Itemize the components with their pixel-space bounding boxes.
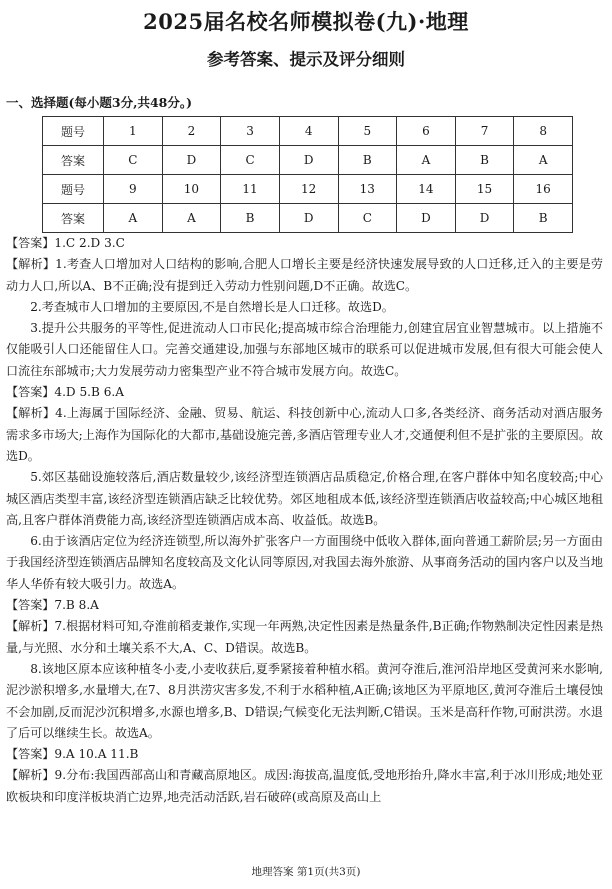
- analysis-paragraph: [6, 765, 603, 808]
- table-cell: D: [162, 146, 221, 175]
- table-cell: A: [162, 204, 221, 233]
- table-cell: 12: [279, 175, 338, 204]
- answer-line: 【答案】7.B 8.A: [6, 598, 99, 613]
- analysis-label: 【解析】: [6, 768, 55, 783]
- table-row: [43, 204, 573, 233]
- analysis-paragraph: [6, 254, 603, 297]
- table-row: [43, 117, 573, 146]
- answer-line: 【答案】4.D 5.B 6.A: [6, 385, 124, 400]
- table-cell: D: [455, 204, 514, 233]
- table-cell: B: [221, 204, 280, 233]
- answer-table: [42, 116, 573, 233]
- page-subtitle: 参考答案、提示及评分细则: [207, 50, 405, 69]
- table-cell: D: [279, 146, 338, 175]
- answer-line: 【答案】9.A 10.A 11.B: [6, 747, 139, 762]
- analysis-paragraph: 3.提升公共服务的平等性,促进流动人口市民化;提高城市综合治理能力,创建宜居宜业智慧城市。以上措施不仅能吸引人口还能留住人口。完善交通建设,加强与东部地区城市的联系可以促进城市发展,但有很大可能会使人口流往东部城市;大力发展劳动力密集型产业不符合城市发展方向。故选C。: [6, 321, 603, 378]
- analysis-label: 【解析】: [6, 619, 55, 634]
- table-cell: 5: [338, 117, 397, 146]
- table-row: [43, 146, 573, 175]
- table-cell: 6: [397, 117, 456, 146]
- row-label: 答案: [43, 146, 104, 175]
- table-cell: 14: [397, 175, 456, 204]
- table-cell: D: [279, 204, 338, 233]
- analysis-text: 1.考查人口增加对人口结构的影响,合肥人口增长主要是经济快速发展导致的人口迁移,迁入的主要是劳动力人口,所以A、B不正确;没有提到迁入劳动力性别问题,D不正确。故选C。: [6, 257, 603, 293]
- table-cell: 2: [162, 117, 221, 146]
- table-cell: 15: [455, 175, 514, 204]
- answer-line: 【答案】1.C 2.D 3.C: [6, 236, 125, 250]
- analysis-paragraph: 2.考查城市人口增加的主要原因,不是自然增长是人口迁移。故选D。: [30, 299, 394, 314]
- analysis-text: 7.根据材料可知,夺淮前稻麦兼作,实现一年两熟,决定性因素是热量条件,B正确;作物熟制决定性因素是热量,与光照、水分和土壤关系不大,A、C、D错误。故选B。: [6, 619, 603, 655]
- table-cell: 1: [104, 117, 163, 146]
- row-label: 答案: [43, 204, 104, 233]
- table-cell: 16: [514, 175, 573, 204]
- section-heading: 一、选择题(每小题3分,共48分。): [6, 95, 193, 110]
- table-cell: A: [514, 146, 573, 175]
- table-cell: 4: [279, 117, 338, 146]
- analysis-paragraph: 8.该地区原本应该种植冬小麦,小麦收获后,夏季紧接着种植水稻。黄河夺淮后,淮河沿岸地区受黄河来水影响,泥沙淤积增多,水量增大,在7、8月洪涝灾害多发,不利于水稻种植,A正确;该地区为平原地区,黄河夺淮后土壤侵蚀不会加剧,反而泥沙沉积增多,水源也增多,B、D错误;气候变化无法判断,C错误。玉米是高秆作物,可耐洪涝。水退了后可以继续生长。故选A。: [6, 661, 603, 740]
- table-cell: 3: [221, 117, 280, 146]
- table-cell: B: [514, 204, 573, 233]
- analysis-text: 4.上海属于国际经济、金融、贸易、航运、科技创新中心,流动人口多,各类经济、商务活动对酒店服务需求多市场大;上海作为国际化的大都市,基础设施完善,多酒店管理专业人才,交通便利但不是扩张的主要原因。故选D。: [6, 406, 603, 463]
- table-cell: 7: [455, 117, 514, 146]
- table-cell: C: [338, 204, 397, 233]
- table-row: [43, 175, 573, 204]
- page-title: 2025届名校名师模拟卷(九)·地理: [143, 9, 469, 34]
- analysis-paragraph: 6.由于该酒店定位为经济连锁型,所以海外扩张客户一方面围绕中低收入群体,面向普通工薪阶层;另一方面由于我国经济型连锁酒店品牌知名度较高及文化认同等原因,对我国去海外旅游、从事商务活动的国内客户以及当地华人华侨有较大吸引力。故选A。: [6, 534, 603, 591]
- answer-explanations: [6, 233, 603, 808]
- table-cell: B: [455, 146, 514, 175]
- table-cell: 10: [162, 175, 221, 204]
- table-cell: 9: [104, 175, 163, 204]
- table-cell: 11: [221, 175, 280, 204]
- table-cell: C: [104, 146, 163, 175]
- table-cell: C: [221, 146, 280, 175]
- table-cell: A: [397, 146, 456, 175]
- analysis-paragraph: 5.郊区基础设施较落后,酒店数量较少,该经济型连锁酒店品质稳定,价格合理,在客户群体中知名度较高;中心城区酒店类型丰富,该经济型连锁酒店缺乏比较优势。郊区地租成本低,该经济型连锁酒店收益较高;中心城区地租高,且客户群体消费能力高,该经济型连锁酒店成本高、收益低。故选B。: [6, 470, 603, 527]
- row-label: 题号: [43, 175, 104, 204]
- page-footer: 地理答案 第1页(共3页): [251, 866, 361, 878]
- table-cell: B: [338, 146, 397, 175]
- table-cell: D: [397, 204, 456, 233]
- table-cell: A: [104, 204, 163, 233]
- row-label: 题号: [43, 117, 104, 146]
- analysis-label: 【解析】: [6, 257, 56, 272]
- table-cell: 8: [514, 117, 573, 146]
- analysis-text: 9.分布:我国西部高山和青藏高原地区。成因:海拔高,温度低,受地形抬升,降水丰富,利于冰川形成;地处亚欧板块和印度洋板块消亡边界,地壳活动活跃,岩石破碎(或高原及高山上: [6, 768, 603, 804]
- table-cell: 13: [338, 175, 397, 204]
- analysis-paragraph: [6, 616, 603, 659]
- analysis-paragraph: [6, 403, 603, 467]
- analysis-label: 【解析】: [6, 406, 56, 421]
